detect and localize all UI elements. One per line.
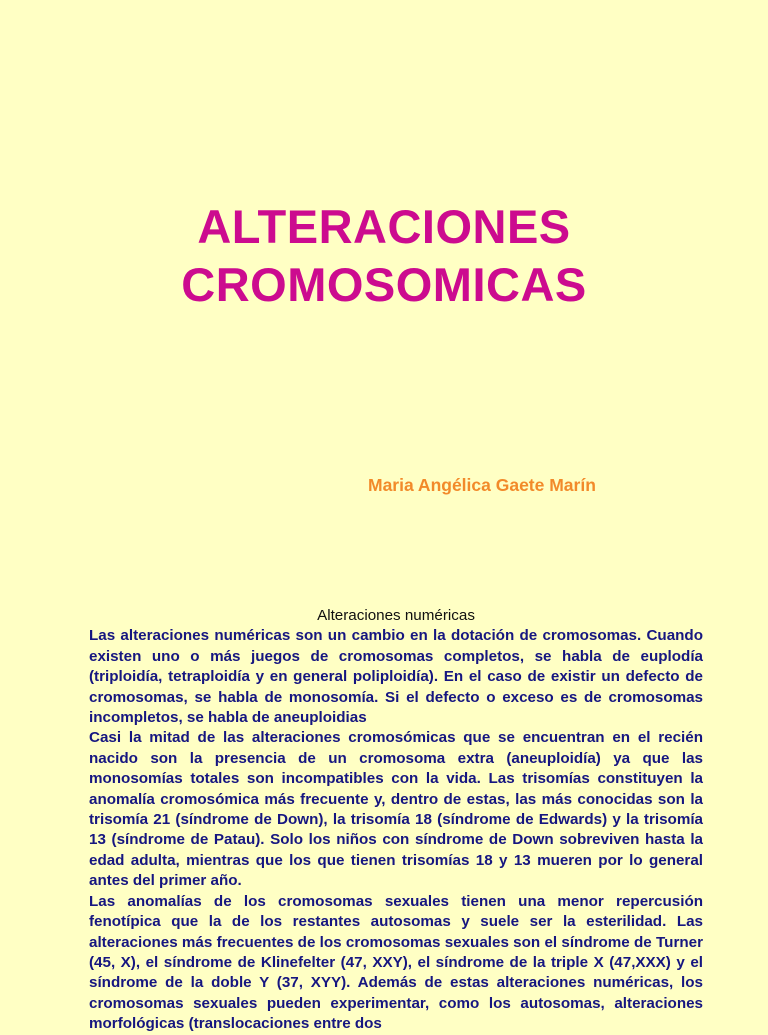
section-heading: Alteraciones numéricas — [317, 607, 475, 624]
author-name: Maria Angélica Gaete Marín — [368, 475, 596, 495]
document-title — [0, 198, 768, 314]
paragraph-2: Casi la mitad de las alteraciones cromosómicas que se encuentran en el recién nacido son la presencia de un cromosoma extra (aneuploidía) ya que las monosomías totales son incompatibles con la vida. Las trisomías constituyen la anomalía cromosómica más frecuente y, dentro de estas, las más conocidas son la trisomía 21 (síndrome de Down), la trisomía 18 (síndrome de Edwards) y la trisomía 13 (síndrome de Patau). Solo los niños con síndrome de Down sobreviven hasta la edad adulta, mientras que los que tienen trisomías 18 y 13 mueren por lo general antes del primer año. — [89, 729, 703, 890]
title-line-2: CROMOSOMICAS — [181, 258, 587, 311]
section-numeric-alterations — [89, 606, 703, 1035]
paragraph-3: Las anomalías de los cromosomas sexuales tienen una menor repercusión fenotípica que la de los restantes autosomas y suele ser la esterilidad. Las alteraciones más frecuentes de los cromosomas sexuales son el síndrome de Turner (45, X), el síndrome de Klinefelter (47, XXY), el síndrome de la triple X (47,XXX) y el síndrome de la doble Y (37, XYY). Además de estas alteraciones numéricas, los cromosomas sexuales pueden experimentar, como los autosomas, alteraciones morfológicas (translocaciones entre dos — [89, 892, 703, 1033]
paragraph-1: Las alteraciones numéricas son un cambio en la dotación de cromosomas. Cuando existen uno o más juegos de cromosomas completos, se habla de euplodía (triploidía, tetraploidía y en general poliploidía). En el caso de existir un defecto de cromosomas, se habla de monosomía. Si el defecto o exceso es de cromosomas incompletos, se habla de aneuploidias — [89, 627, 703, 727]
title-line-1: ALTERACIONES — [197, 200, 571, 253]
